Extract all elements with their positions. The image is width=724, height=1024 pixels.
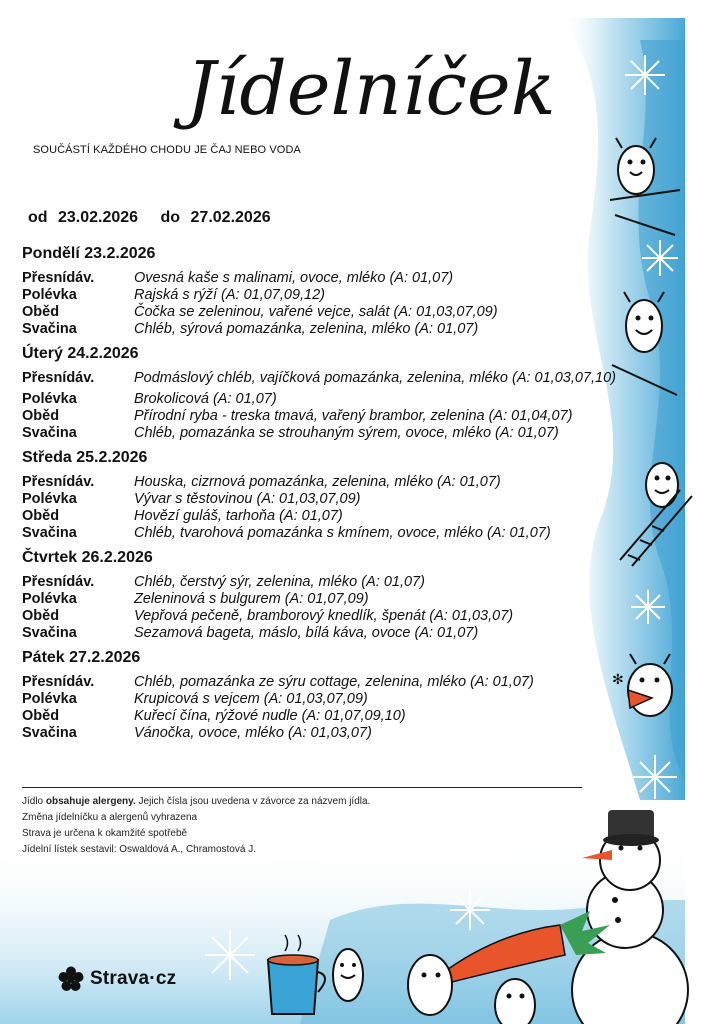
meal-row bbox=[22, 391, 642, 408]
monster-icon bbox=[333, 949, 363, 1001]
meal-label: Přesnídáv. bbox=[22, 370, 95, 386]
day-title: Úterý 24.2.2026 bbox=[22, 345, 139, 362]
meal-label: Svačina bbox=[22, 525, 77, 541]
meal-row bbox=[22, 691, 642, 708]
meal-label: Přesnídáv. bbox=[22, 674, 95, 690]
meal-row bbox=[22, 425, 642, 442]
day-wednesday bbox=[22, 448, 642, 542]
meal-label: Svačina bbox=[22, 625, 77, 641]
meal-label: Svačina bbox=[22, 425, 77, 441]
day-title: Pondělí 23.2.2026 bbox=[22, 245, 156, 262]
day-monday bbox=[22, 244, 642, 338]
meal-label: Oběd bbox=[22, 304, 60, 320]
strava-logo bbox=[58, 966, 176, 992]
meal-dish: Zeleninová s bulgurem (A: 01,07,09) bbox=[134, 591, 369, 607]
date-range bbox=[28, 209, 277, 227]
weekly-menu bbox=[22, 244, 642, 748]
day-thursday bbox=[22, 548, 642, 642]
meal-label: Přesnídáv. bbox=[22, 270, 95, 286]
meal-row bbox=[22, 725, 642, 742]
footer-notes bbox=[22, 794, 370, 858]
meal-row bbox=[22, 408, 642, 425]
allergen-suffix: Jejich čísla jsou uvedena v závorce za názvem jídla. bbox=[138, 796, 371, 807]
day-friday bbox=[22, 648, 642, 742]
meal-dish: Podmáslový chléb, vajíčková pomazánka, zelenina, mléko (A: 01,03,07,10) bbox=[134, 370, 616, 386]
allergen-note bbox=[22, 794, 370, 810]
meal-dish: Sezamová bageta, máslo, bílá káva, ovoce (A: 01,07) bbox=[134, 625, 479, 641]
change-note: Změna jídelníčku a alergenů vyhrazena bbox=[22, 812, 198, 823]
meal-label: Oběd bbox=[22, 708, 60, 724]
svg-text:✻: ✻ bbox=[612, 671, 624, 687]
snowflake-icon bbox=[625, 55, 665, 95]
meal-row bbox=[22, 508, 642, 525]
meal-row bbox=[22, 591, 642, 608]
meal-label: Oběd bbox=[22, 508, 60, 524]
meal-row bbox=[22, 370, 642, 387]
meal-dish: Chléb, pomazánka se strouhaným sýrem, ovoce, mléko (A: 01,07) bbox=[134, 425, 559, 441]
consume-note: Strava je určena k okamžité spotřebě bbox=[22, 828, 188, 839]
meal-label: Přesnídáv. bbox=[22, 574, 95, 590]
meal-dish: Ovesná kaše s malinami, ovoce, mléko (A: 01,07) bbox=[134, 270, 454, 286]
meal-label: Přesnídáv. bbox=[22, 474, 95, 490]
meal-dish: Chléb, tvarohová pomazánka s kmínem, ovoce, mléko (A: 01,07) bbox=[134, 525, 551, 541]
day-tuesday bbox=[22, 344, 642, 442]
meal-label: Svačina bbox=[22, 725, 77, 741]
meal-dish: Chléb, čerstvý sýr, zelenina, mléko (A: 01,07) bbox=[134, 574, 425, 590]
meal-dish: Přírodní ryba - treska tmavá, vařený brambor, zelenina (A: 01,04,07) bbox=[134, 408, 573, 424]
day-title: Středa 25.2.2026 bbox=[22, 449, 148, 466]
meal-dish: Brokolicová (A: 01,07) bbox=[134, 391, 277, 407]
meal-label: Polévka bbox=[22, 287, 77, 303]
date-to: 27.02.2026 bbox=[190, 209, 271, 226]
meal-dish: Vánočka, ovoce, mléko (A: 01,03,07) bbox=[134, 725, 372, 741]
meal-dish: Vepřová pečeně, bramborový knedlík, špenát (A: 01,03,07) bbox=[134, 608, 514, 624]
flower-logo-icon bbox=[58, 966, 84, 992]
meal-row bbox=[22, 304, 642, 321]
meal-label: Svačina bbox=[22, 321, 77, 337]
subtitle: SOUČÁSTÍ KAŽDÉHO CHODU JE ČAJ NEBO VODA bbox=[33, 144, 301, 156]
meal-label: Polévka bbox=[22, 491, 77, 507]
meal-label: Oběd bbox=[22, 608, 60, 624]
monster-icon bbox=[408, 955, 452, 1015]
meal-dish: Hovězí guláš, tarhoňa (A: 01,07) bbox=[134, 508, 343, 524]
allergen-prefix: Jídlo bbox=[22, 796, 44, 807]
date-from-label: od bbox=[28, 209, 48, 226]
monster-icon bbox=[495, 979, 535, 1024]
author-note: Jídelní lístek sestavil: Oswaldová A., Chramostová J. bbox=[22, 844, 256, 855]
meal-dish: Čočka se zeleninou, vařené vejce, salát (A: 01,03,07,09) bbox=[134, 304, 498, 320]
meal-row bbox=[22, 287, 642, 304]
page-title bbox=[180, 28, 556, 148]
page-title-text: Jídelníček bbox=[186, 46, 556, 132]
allergen-bold: obsahuje alergeny. bbox=[45, 796, 136, 807]
day-title: Pátek 27.2.2026 bbox=[22, 649, 141, 666]
day-title: Čtvrtek 26.2.2026 bbox=[22, 549, 153, 566]
meal-dish: Houska, cizrnová pomazánka, zelenina, mléko (A: 01,07) bbox=[134, 474, 501, 490]
meal-dish: Chléb, sýrová pomazánka, zelenina, mléko (A: 01,07) bbox=[134, 321, 479, 337]
meal-row bbox=[22, 608, 642, 625]
meal-row bbox=[22, 708, 642, 725]
logo-text: Strava·cz bbox=[90, 968, 177, 989]
snowflake-icon bbox=[542, 810, 578, 846]
meal-dish: Vývar s těstovinou (A: 01,03,07,09) bbox=[134, 491, 361, 507]
meal-row bbox=[22, 525, 642, 542]
meal-row bbox=[22, 270, 642, 287]
meal-label: Polévka bbox=[22, 391, 77, 407]
meal-dish: Rajská s rýží (A: 01,07,09,12) bbox=[134, 287, 325, 303]
divider bbox=[22, 787, 582, 788]
meal-row bbox=[22, 625, 642, 642]
meal-label: Polévka bbox=[22, 591, 77, 607]
snowflake-icon bbox=[642, 240, 678, 276]
meal-row bbox=[22, 474, 642, 491]
meal-row bbox=[22, 491, 642, 508]
meal-row bbox=[22, 321, 642, 338]
snowflake-icon bbox=[205, 930, 255, 980]
meal-dish: Krupicová s vejcem (A: 01,03,07,09) bbox=[134, 691, 368, 707]
meal-label: Oběd bbox=[22, 408, 60, 424]
meal-row bbox=[22, 674, 642, 691]
meal-dish: Chléb, pomazánka ze sýru cottage, zelenina, mléko (A: 01,07) bbox=[134, 674, 534, 690]
date-from: 23.02.2026 bbox=[58, 209, 139, 226]
meal-label: Polévka bbox=[22, 691, 77, 707]
meal-row bbox=[22, 574, 642, 591]
snowflake-icon bbox=[450, 890, 490, 930]
date-to-label: do bbox=[160, 209, 181, 226]
meal-dish: Kuřecí čína, rýžové nudle (A: 01,07,09,10) bbox=[134, 708, 406, 724]
